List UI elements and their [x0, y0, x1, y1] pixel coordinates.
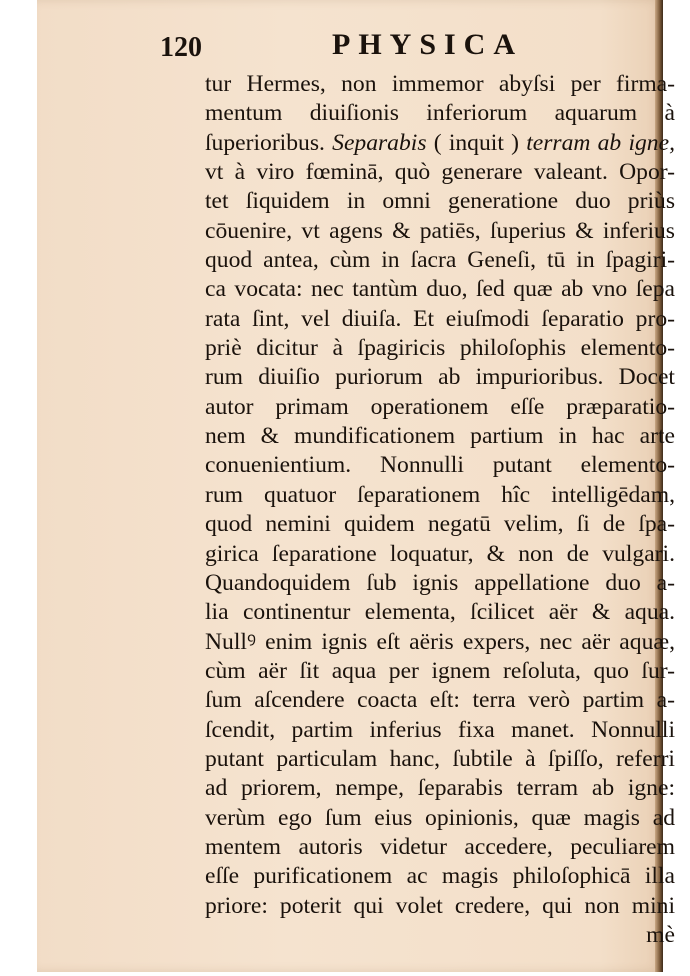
text-run: conuenientium. Nonnulli putant elemento- — [205, 452, 675, 479]
text-line — [205, 129, 675, 158]
text-run: tet ſiquidem in omni generatione duo priùs — [205, 188, 675, 215]
book-page — [37, 0, 675, 972]
text-line — [205, 510, 675, 539]
text-run: tur Hermes, non immemor abyſsi per firma- — [205, 71, 675, 97]
text-run: ſuperioribus. — [205, 129, 333, 156]
text-line — [205, 70, 675, 99]
text-run: rum quatuor ſeparationem hîc intelligēdam, — [205, 481, 675, 508]
italic-run: terram ab igne, — [526, 129, 675, 156]
text-line — [205, 422, 675, 451]
text-run: quod antea, cùm in ſacra Geneſi, tū in ſpagiri- — [205, 247, 675, 274]
text-line — [205, 774, 675, 803]
text-run: quod nemini quidem negatū velim, ſi de ſpa- — [205, 511, 675, 538]
text-run: ( inquit ) — [426, 129, 527, 156]
text-run: ca vocata: nec tantùm duo, ſed quæ ab vno ſepa — [205, 276, 675, 303]
text-run: girica ſeparatione loquatur, & non de vulgari. — [205, 540, 675, 567]
text-line — [205, 187, 675, 216]
text-line — [205, 628, 675, 657]
text-run: autor primam operationem eſſe præparatio- — [205, 393, 675, 420]
text-line — [205, 745, 675, 774]
text-line — [205, 598, 675, 627]
text-line — [205, 686, 675, 715]
text-line — [205, 804, 675, 833]
text-line — [205, 892, 675, 921]
text-run: priè dicitur à ſpagiricis philoſophis elemento- — [205, 335, 675, 362]
text-block — [205, 70, 675, 950]
text-run: rata ſint, vel diuiſa. Et eiuſmodi ſeparatio pro- — [205, 305, 675, 332]
text-line — [205, 657, 675, 686]
text-line — [205, 363, 675, 392]
text-line — [205, 569, 675, 598]
text-run: ſcendit, partim inferius fixa manet. Nonnulli — [205, 716, 675, 743]
page-header — [160, 28, 620, 68]
text-line — [205, 217, 675, 246]
text-run: verùm ego ſum eius opinionis, quæ magis ad — [205, 804, 675, 831]
text-run: Quandoquidem ſub ignis appellatione duo a- — [205, 569, 675, 596]
text-line — [205, 393, 675, 422]
text-run: nem & mundificationem partium in hac arte — [205, 423, 675, 450]
text-run: putant particulam hanc, ſubtile à ſpiſſo, referri — [205, 745, 675, 772]
running-title: PHYSICA — [332, 28, 524, 61]
text-run: cōuenire, vt agens & patiēs, ſuperius & inferius — [205, 217, 675, 244]
text-line — [205, 158, 675, 187]
text-line — [205, 451, 675, 480]
italic-run: Separabis — [332, 129, 427, 156]
text-line — [205, 540, 675, 569]
text-line — [205, 833, 675, 862]
text-line — [205, 716, 675, 745]
text-line — [205, 334, 675, 363]
text-run: lia continentur elementa, ſcilicet aër & aqua. — [205, 599, 675, 626]
text-run: ſum aſcendere coacta eſt: terra verò partim a- — [205, 687, 675, 714]
text-line — [205, 862, 675, 891]
text-line — [205, 305, 675, 334]
text-run: Nullꝰ enim ignis eſt aëris expers, nec aër aquæ, — [205, 628, 675, 655]
text-run: mentem autoris videtur accedere, peculiarem — [205, 833, 675, 860]
text-line — [205, 246, 675, 275]
text-run: eſſe purificationem ac magis philoſophicā illa — [205, 863, 675, 890]
catchword: mè — [646, 921, 675, 948]
text-run: ad priorem, nempe, ſeparabis terram ab igne: — [205, 775, 675, 802]
text-line — [205, 275, 675, 304]
text-line — [205, 481, 675, 510]
text-run: priore: poterit qui volet credere, qui non mini — [205, 892, 675, 919]
text-run: rum diuiſio puriorum ab impurioribus. Docet — [205, 364, 675, 391]
text-run: vt à viro fœminā, quò generare valeant. Opor- — [205, 159, 675, 186]
text-line — [205, 99, 675, 128]
text-run: mentum diuiſionis inferiorum aquarum à — [205, 100, 675, 127]
page-number: 120 — [160, 32, 202, 63]
text-run: cùm aër ſit aqua per ignem reſoluta, quo ſur- — [205, 657, 675, 684]
